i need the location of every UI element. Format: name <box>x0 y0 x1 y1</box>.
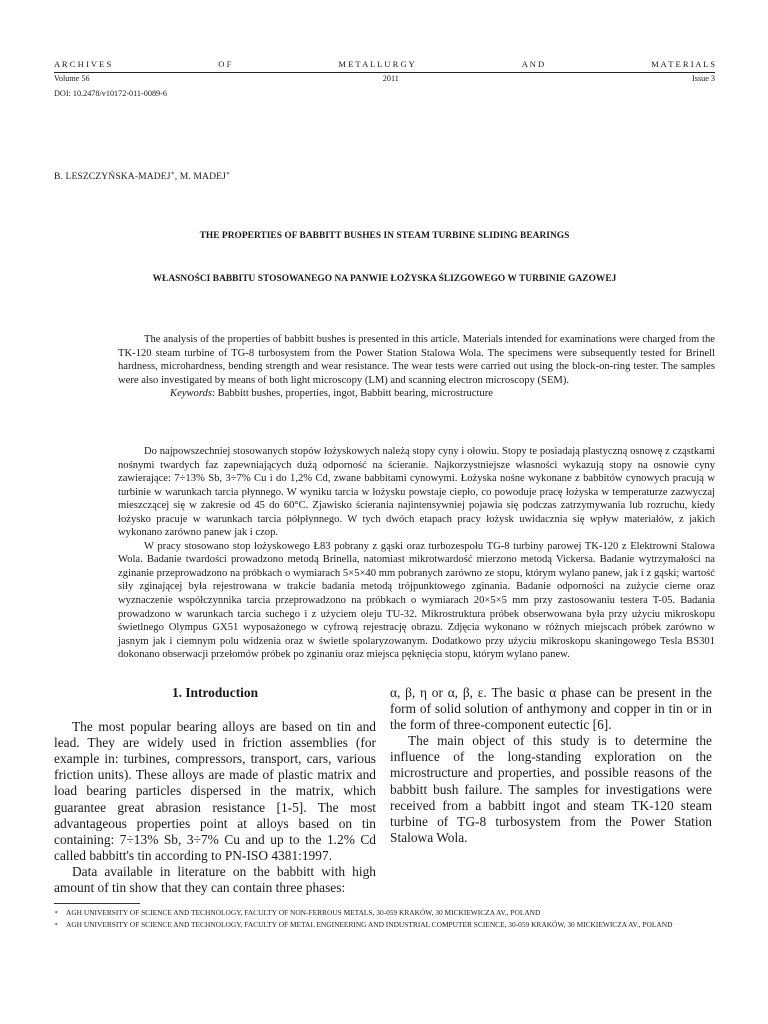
affiliation-mark: ∗ <box>225 171 231 177</box>
journal-word: O F <box>218 59 232 69</box>
keywords-label: Keywords <box>170 388 212 400</box>
summary-paragraph: Do najpowszechniej stosowanych stopów łożyskowych należą stopy cyny i ołowiu. Stopy te posiadają plastyczną osnowę z cząstkami nośnymi twardych faz zapewniających dużą odporność na ścieranie. Najkorzystniejsze własności wykazują stopy na osnowie cyny zawierające: 7÷13% Sb, 3÷7% Cu i do 1,2% Cd, zwane babbitami cynowymi. Łożyska nośne wykonane z babbitów cynowych pracują w turbinie w warunkach tarcia płynnego. W wyniku tarcia w łożysku powstaje ciepło, co powoduje pracę łożyska w temperaturze zazwyczaj mieszczącej się w zakresie od 45 do 60°C. Zjawisko ścierania najintensywniej pojawia się podczas zatrzymywania lub rozruchu, kiedy łożysko pracuje w warunkach tarcia półpłynnego. W tych dwóch etapach pracy łożysk uwidacznia się wpływ materiałów, z jakich wykonano zarówno panew jak i czop. <box>118 446 715 539</box>
left-column <box>54 685 376 896</box>
author-separator: , <box>174 171 180 183</box>
journal-word: M A T E R I A L S <box>651 59 715 69</box>
issue-label: Issue 3 <box>692 74 715 83</box>
summary-paragraph: W pracy stosowano stop łożyskowego Ł83 pobrany z gąski oraz turbozespołu TG-8 turbiny parowej TK-120 z Elektrowni Stalowa Wola. Badanie twardości prowadzono metodą Brinella, natomiast mikrotwardość mierzono metodą Vickersa. Badanie wytrzymałości na zginanie przeprowadzono na próbkach o wymiarach 5×5×40 mm pobranych zarówno ze stopu, którym wylano panew, jak i z gąski; wartość siły zginającej była rejestrowana w trakcie badania metodą trójpunktowego zginania. Badanie odporności na zużycie cierne oraz wyznaczenie współczynnika tarcia przeprowadzono na próbkach o wymiarach 20×5×5 mm przy zastosowaniu testera T-05. Badania prowadzono w warunkach tarcia suchego i z użyciem oleju TU-32. Mikrostruktura próbek obserwowana była przy użyciu mikroskopu świetlnego Olympus GX51 wyposażonego w cyfrową rejestrację obrazu. Zdjęcia wykonano w różnych miejscach próbek zarówno w jasnym jak i ciemnym polu widzenia oraz w świetle spolaryzowanym. Dodatkowo przy użyciu mikroskopu skaningowego Tesla BS301 dokonano obserwacji przełomów próbek po zginaniu oraz miejsca pęknięcia stopu, którym wylano panew. <box>118 540 715 661</box>
section-heading-introduction: 1. Introduction <box>171 685 259 700</box>
footnote-mark: ∗ <box>54 910 59 916</box>
journal-word: A R C H I V E S <box>54 59 112 69</box>
year-label: 2011 <box>382 74 399 83</box>
abstract-text: The analysis of the properties of babbitt bushes is presented in this article. Materials intended for examinations were charged from the TK-120 steam turbine of TG-8 turbosystem from the Power Station Stalowa Wola. The specimens were subsequently tested for Brinell hardness, microhardness, bending strength and wear resistance. The wear tests were carried out using the block-on-ring tester. The samples were also investigated by means of both light microscopy (LM) and scanning electron microscopy (SEM). <box>118 334 715 386</box>
paper-title-english: THE PROPERTIES OF BABBITT BUSHES IN STEAM TURBINE SLIDING BEARINGS <box>199 231 570 241</box>
body-paragraph: The main object of this study is to determine the influence of the long-standing exploration on the microstructure and properties, and possible reasons of the babbitt bush failure. The samples for investigations were received from a babbitt ingot and steam TK-120 steam turbine of TG-8 turbosystem from the Power Station Stalowa Wola. <box>390 733 712 845</box>
footnote-divider <box>54 903 140 904</box>
journal-word: M E T A L L U R G Y <box>338 59 415 69</box>
keywords-line <box>118 387 715 401</box>
author-name: M. MADEJ <box>179 171 226 183</box>
author-line <box>54 170 230 182</box>
journal-word: A N D <box>521 59 545 69</box>
body-paragraph: Data available in literature on the babbitt with high amount of tin show that they can contain three phases: <box>54 863 376 896</box>
body-paragraph: α, β, η or α, β, ε. The basic α phase can be present in the form of solid solution of anthymony and copper in tin or in the form of three-component eutectic [6]. <box>390 685 712 733</box>
affiliation-mark: ∗ <box>170 171 175 177</box>
body-paragraph: The most popular bearing alloys are based on tin and lead. They are widely used in friction assemblies (for example in: turbines, compressors, transport, cars, various friction units). These alloys are made of plastic matrix and load bearing particles dispersed in the matrix, which guarantee great abrasion resistance [1-5]. The most advantageous properties point at alloys based on tin containing: 7÷13% Sb, 3÷7% Cu and up to the 1.2% Cd called babbitt's tin according to PN-ISO 4381:1997. <box>54 719 376 863</box>
footnote-text: AGH UNIVERSITY OF SCIENCE AND TECHNOLOGY, FACULTY OF NON-FERROUS METALS, 30-059 KRAKÓW, 30 MICKIEWICZA AV., POLAND <box>66 908 541 917</box>
footnote-text: AGH UNIVERSITY OF SCIENCE AND TECHNOLOGY, FACULTY OF METAL ENGINEERING AND INDUSTRIAL COMPUTER SCIENCE, 30-059 KRAKÓW, 30 MICKIEWICZA AV., POLAND <box>66 920 673 929</box>
abstract <box>118 333 715 401</box>
doi-label: DOI: 10.2478/v10172-011-0089-6 <box>54 89 167 98</box>
footnote <box>54 919 715 931</box>
right-column <box>390 685 712 846</box>
issue-meta-row <box>54 74 715 83</box>
header-divider <box>54 72 715 73</box>
journal-name <box>54 59 715 69</box>
footnotes <box>54 907 715 931</box>
author-name: B. LESZCZYŃSKA-MADEJ <box>54 171 171 183</box>
polish-summary <box>118 445 715 662</box>
paper-title-polish: WŁASNOŚCI BABBITU STOSOWANEGO NA PANWIE ŁOŻYSKA ŚLIZGOWEGO W TURBINIE GAZOWEJ <box>152 274 617 284</box>
volume-label: Volume 56 <box>54 74 90 83</box>
keywords-text: : Babbitt bushes, properties, ingot, Babbitt bearing, microstructure <box>211 388 493 400</box>
footnote-mark: ∗ <box>54 922 59 928</box>
footnote <box>54 907 715 919</box>
